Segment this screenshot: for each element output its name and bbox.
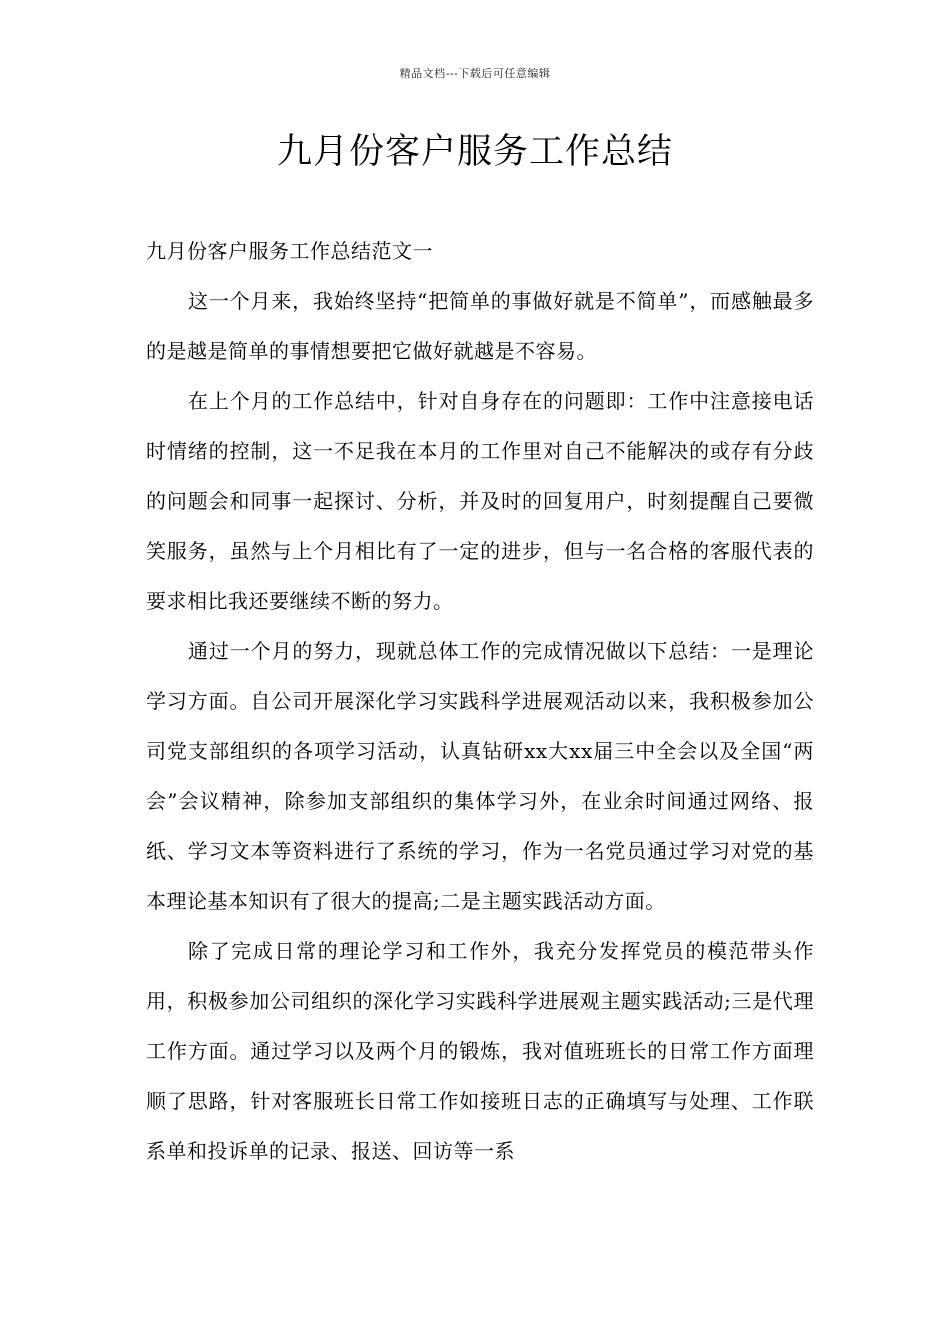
paragraph-2: 在上个月的工作总结中，针对自身存在的问题即：工作中注意接电话时情绪的控制，这一不足我在本月的工作里对自己不能解决的或存有分歧的问题会和同事一起探讨、分析，并及时的回复用户，时刻提醒自己要微笑服务，虽然与上个月相比有了一定的进步，但与一名合格的客服代表的要求相比我还要继续不断的努力。 xyxy=(146,389,814,613)
paragraph-3: 通过一个月的努力，现就总体工作的完成情况做以下总结：一是理论学习方面。自公司开展深化学习实践科学进展观活动以来，我积极参加公司党支部组织的各项学习活动，认真钻研xx大xx届三中全会以及全国“两会”会议精神，除参加支部组织的集体学习外，在业余时间通过网络、报纸、学习文本等资料进行了系统的学习，作为一名党员通过学习对党的基本理论基本知识有了很大的提高;二是主题实践活动方面。 xyxy=(146,639,814,913)
document-title: 九月份客户服务工作总结 xyxy=(276,132,673,172)
header-note: 精品文档---下载后可任意编辑 xyxy=(399,67,551,80)
document-body xyxy=(146,226,814,1176)
paragraph-1: 这一个月来，我始终坚持“把简单的事做好就是不简单”，而感触最多的是越是简单的事情想要把它做好就越是不容易。 xyxy=(146,289,814,363)
document-subtitle: 九月份客户服务工作总结范文一 xyxy=(146,239,433,263)
paragraph-4: 除了完成日常的理论学习和工作外，我充分发挥党员的模范带头作用，积极参加公司组织的深化学习实践科学进展观主题实践活动;三是代理工作方面。通过学习以及两个月的锻炼，我对值班班长的日常工作方面理顺了思路，针对客服班长日常工作如接班日志的正确填写与处理、工作联系单和投诉单的记录、报送、回访等一系 xyxy=(146,939,814,1163)
